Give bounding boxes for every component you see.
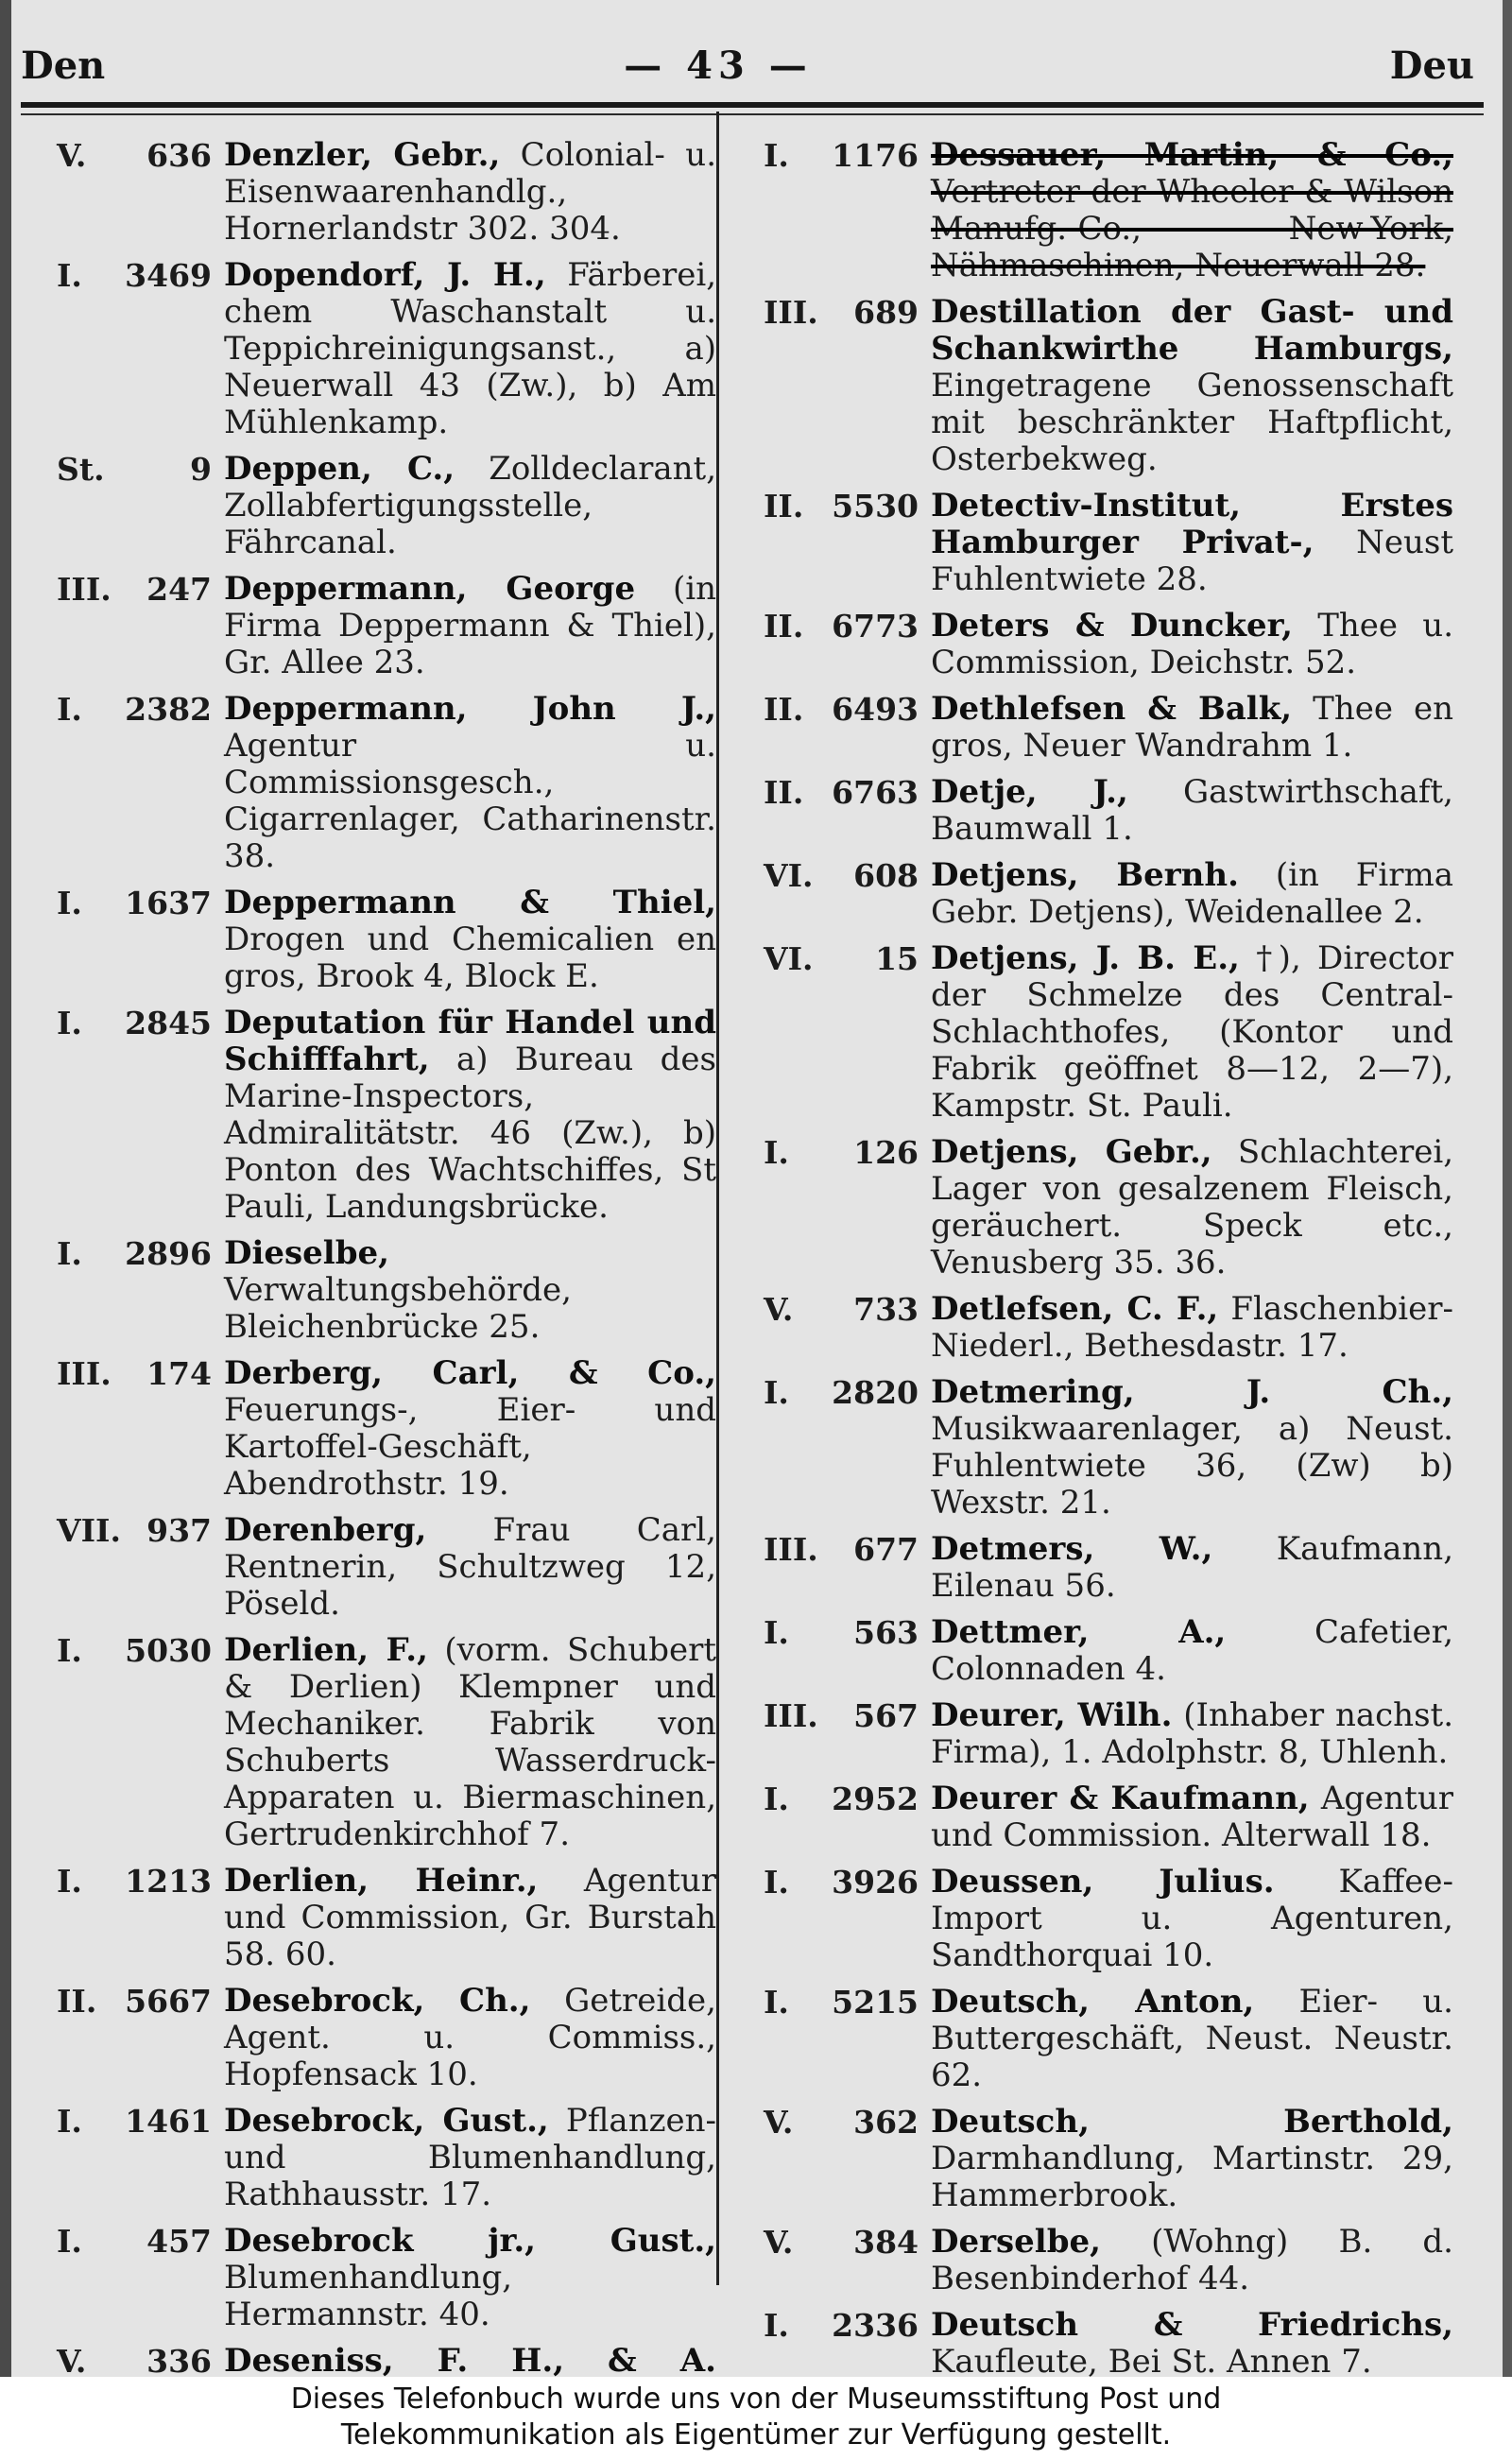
directory-entry — [735, 488, 1453, 598]
subscriber-details: (vorm. Schubert & Derlien) Klempner und Mechaniker. Fabrik von Schuberts Wasserdruck-Apparaten u. Biermaschinen, Gertrudenkirchhof 7. — [224, 1631, 716, 1853]
directory-entry — [735, 2307, 1453, 2377]
entry-text — [931, 2104, 1453, 2214]
subscriber-details: Blumenhandlung, Hermannstr. 40. — [224, 2259, 513, 2333]
directory-entry — [28, 1983, 716, 2093]
directory-entry — [28, 1512, 716, 1623]
subscriber-details: Verwaltungsbehörde, Bleichenbrücke 25. — [224, 1271, 572, 1346]
subscriber-details: Drogen und Chemicalien en gros, Brook 4, Block E. — [224, 920, 716, 995]
subscriber-details: Flaschenbier-Niederl., Bethesdastr. 17. — [931, 1290, 1453, 1365]
directory-entry — [28, 2343, 716, 2377]
line-number: 336 — [146, 2343, 212, 2377]
subscriber-details: Färberei, chem Waschanstalt u. Teppichreinigungsanst., a) Neuerwall 43 (Zw.), b) Am Mühlenkamp. — [224, 256, 716, 441]
exchange-zone: II. — [764, 774, 804, 811]
line-number: 5215 — [832, 1984, 919, 2021]
directory-entry — [735, 2224, 1453, 2297]
scan-edge-right — [1503, 0, 1512, 2377]
exchange-zone: V. — [764, 2104, 794, 2141]
header-rule-thin — [21, 113, 1484, 115]
line-number: 563 — [853, 1614, 919, 1651]
subscriber-name: Detje, J., — [931, 773, 1128, 811]
subscriber-name: Detjens, Gebr., — [931, 1133, 1212, 1171]
line-number: 5530 — [832, 488, 919, 525]
line-number: 3926 — [832, 1864, 919, 1901]
directory-entry — [735, 1864, 1453, 1974]
line-number: 9 — [190, 451, 212, 488]
subscriber-details: (Wohng) B. d. Besenbinderhof 44. — [931, 2223, 1453, 2297]
subscriber-details: Frau Carl, Rentnerin, Schultzweg 12, Pöseld. — [224, 1511, 716, 1623]
line-number: 636 — [146, 137, 212, 174]
directory-entry — [28, 257, 716, 441]
subscriber-name: Desebrock, Gust., — [224, 2102, 549, 2140]
subscriber-name: Destillation der Gast- und Schankwirthe Hamburgs, — [931, 293, 1453, 368]
line-number: 6763 — [832, 774, 919, 811]
exchange-zone: I. — [764, 1984, 789, 2021]
exchange-zone: VII. — [57, 1512, 121, 1549]
directory-entry — [735, 1531, 1453, 1605]
exchange-zone: VI. — [764, 940, 814, 977]
line-number: 567 — [853, 1697, 919, 1734]
line-number: 2952 — [832, 1780, 919, 1817]
subscriber-name: Deppermann, John J., — [224, 690, 716, 728]
exchange-zone: I. — [57, 691, 82, 728]
exchange-zone: III. — [764, 1531, 818, 1568]
exchange-zone: I. — [57, 257, 82, 294]
line-number: 362 — [853, 2104, 919, 2141]
exchange-zone: V. — [764, 2224, 794, 2261]
directory-entry — [735, 691, 1453, 765]
exchange-zone: III. — [764, 1697, 818, 1734]
entry-text — [931, 488, 1453, 598]
directory-entry — [28, 2223, 716, 2333]
entry-text — [224, 257, 716, 441]
directory-entry — [28, 1632, 716, 1853]
line-number: 384 — [853, 2224, 919, 2261]
line-number: 15 — [875, 940, 919, 977]
subscriber-details: Agentur und Commission. Alterwall 18. — [931, 1780, 1453, 1854]
entry-text — [224, 451, 716, 561]
directory-entry — [28, 885, 716, 995]
subscriber-details: (Inhaber nachst. Firma), 1. Adolphstr. 8, Uhlenh. — [931, 1696, 1453, 1771]
exchange-zone: II. — [764, 488, 804, 525]
entry-text — [931, 2307, 1453, 2377]
subscriber-name: Detlefsen, C. F., — [931, 1290, 1219, 1328]
subscriber-details: Kaufleute, Bei St. Annen 7. — [931, 2343, 1372, 2377]
subscriber-name: Desebrock, Ch., — [224, 1982, 531, 2020]
subscriber-name: Deutsch & Friedrichs, — [931, 2306, 1453, 2344]
subscriber-details: (in Firma Deppermann & Thiel), Gr. Allee 23. — [224, 570, 716, 681]
subscriber-details: Getreide, Agent. u. Commiss., Hopfensack 10. — [224, 1982, 716, 2093]
entry-text — [931, 1374, 1453, 1522]
directory-entry — [28, 1235, 716, 1346]
directory-entry — [28, 691, 716, 875]
left-column — [28, 137, 716, 2377]
exchange-zone: III. — [764, 294, 818, 331]
entry-text — [224, 885, 716, 995]
subscriber-name: Dethlefsen & Balk, — [931, 690, 1293, 728]
exchange-zone: I. — [57, 2103, 82, 2140]
subscriber-details: (in Firma Gebr. Detjens), Weidenallee 2. — [931, 856, 1453, 931]
directory-entry-struck-through — [735, 137, 1453, 284]
directory-entry — [735, 774, 1453, 848]
attribution-line-1: Dieses Telefonbuch wurde uns von der Museumsstiftung Post und — [290, 2383, 1222, 2416]
subscriber-details: a) Bureau des Marine-Inspectors, Admiralitätstr. 46 (Zw.), b) Ponton des Wachtschiffes, St Pauli, Landungsbrücke. — [224, 1041, 716, 1226]
exchange-zone: I. — [764, 137, 789, 174]
subscriber-details: Darmhandlung, Martinstr. 29, Hammerbrook. — [931, 2140, 1453, 2214]
exchange-zone: I. — [764, 1374, 789, 1411]
subscriber-name: Dieselbe, — [224, 1234, 389, 1272]
header-rule-thick — [21, 102, 1484, 108]
exchange-zone: I. — [764, 1614, 789, 1651]
entry-text — [224, 1632, 716, 1853]
subscriber-name: Deppen, C., — [224, 450, 455, 488]
line-number: 457 — [146, 2223, 212, 2260]
subscriber-name: Denzler, Gebr., — [224, 136, 501, 174]
directory-entry — [735, 857, 1453, 931]
subscriber-name: Deppermann, George — [224, 570, 636, 608]
entry-text — [931, 137, 1453, 284]
subscriber-details: Thee u. Commission, Deichstr. 52. — [931, 607, 1453, 681]
entry-text — [931, 1780, 1453, 1854]
directory-entry — [28, 137, 716, 248]
directory-entry — [735, 1780, 1453, 1854]
entry-text — [931, 294, 1453, 478]
line-number: 2896 — [125, 1235, 212, 1272]
exchange-zone: III. — [57, 571, 112, 608]
exchange-zone: I. — [57, 1005, 82, 1041]
line-number: 5667 — [125, 1983, 212, 2020]
directory-entry — [735, 608, 1453, 681]
subscriber-name: Derberg, Carl, & Co., — [224, 1354, 716, 1392]
line-number: 247 — [146, 571, 212, 608]
directory-entry — [735, 1134, 1453, 1282]
line-number: 677 — [853, 1531, 919, 1568]
entry-text — [931, 1864, 1453, 1974]
exchange-zone: I. — [764, 1134, 789, 1171]
directory-entry — [735, 1984, 1453, 2094]
entry-text — [931, 1984, 1453, 2094]
subscriber-details: Cafetier, Colonnaden 4. — [931, 1613, 1453, 1688]
running-head-left: Den — [21, 43, 106, 88]
directory-entry — [28, 1355, 716, 1503]
running-head-right: Deu — [1389, 43, 1474, 88]
subscriber-details: Kaufmann, Eilenau 56. — [931, 1530, 1454, 1605]
subscriber-name: Derlien, F., — [224, 1631, 428, 1669]
subscriber-details: Eingetragene Genossenschaft mit beschränkter Haftpflicht, Osterbekweg. — [931, 367, 1453, 478]
line-number: 937 — [146, 1512, 212, 1549]
line-number: 2382 — [125, 691, 212, 728]
scan-edge-left — [0, 0, 11, 2377]
subscriber-name: Detmers, W., — [931, 1530, 1213, 1568]
subscriber-name: Deussen, Julius. — [931, 1863, 1275, 1901]
subscriber-name: Deutsch, Berthold, — [931, 2103, 1453, 2141]
subscriber-name: Detjens, J. B. E., — [931, 939, 1240, 977]
line-number: 1461 — [125, 2103, 212, 2140]
entry-text — [224, 1355, 716, 1503]
exchange-zone: I. — [764, 1864, 789, 1901]
entry-text — [931, 1697, 1453, 1771]
exchange-zone: V. — [57, 137, 87, 174]
subscriber-name: Dopendorf, J. H., — [224, 256, 546, 294]
subscriber-name: Deseniss, F. H., & A. — [224, 2342, 716, 2377]
subscriber-name: Derlien, Heinr., — [224, 1862, 539, 1900]
directory-entry — [735, 294, 1453, 478]
line-number: 5030 — [125, 1632, 212, 1669]
exchange-zone: I. — [57, 1632, 82, 1669]
subscriber-details: Eier- u. Buttergeschäft, Neust. Neustr. 62. — [931, 1983, 1453, 2094]
subscriber-details: Musikwaarenlager, a) Neust. Fuhlentwiete 36, (Zw) b) Wexstr. 21. — [931, 1410, 1453, 1522]
entry-text — [931, 940, 1453, 1125]
subscriber-details: †), Director der Schmelze des Central-Schlachthofes, (Kontor und Fabrik geöffnet 8—12, 2—7), Kampstr. St. Pauli. — [931, 939, 1453, 1125]
subscriber-details: Feuerungs-, Eier- und Kartoffel-Geschäft, Abendrothstr. 19. — [224, 1391, 716, 1503]
entry-text — [224, 2103, 716, 2213]
subscriber-name: Derselbe, — [931, 2223, 1101, 2261]
exchange-zone: II. — [57, 1983, 97, 2020]
exchange-zone: I. — [764, 2307, 789, 2344]
entry-text — [931, 2224, 1453, 2297]
entry-text — [224, 1235, 716, 1346]
entry-text — [224, 2223, 716, 2333]
entry-text — [224, 1005, 716, 1226]
exchange-zone: VI. — [764, 857, 814, 894]
directory-entry — [735, 940, 1453, 1125]
entry-text — [931, 1291, 1453, 1365]
entry-text — [224, 1512, 716, 1623]
entry-text — [931, 857, 1453, 931]
subscriber-details: Neust Fuhlentwiete 28. — [931, 524, 1453, 598]
entry-text — [931, 1531, 1453, 1605]
entry-text — [931, 1134, 1453, 1282]
subscriber-name: Deputation für Handel und Schifffahrt, — [224, 1004, 716, 1078]
directory-entry — [28, 1863, 716, 1973]
exchange-zone: I. — [57, 1863, 82, 1900]
entry-text — [931, 691, 1453, 765]
page-number: — 43 — — [624, 43, 813, 88]
subscriber-name: Deutsch, Anton, — [931, 1983, 1255, 2021]
directory-entry — [735, 1614, 1453, 1688]
subscriber-name: Deurer & Kaufmann, — [931, 1780, 1310, 1817]
exchange-zone: II. — [764, 691, 804, 728]
subscriber-details: Kaffee-Import u. Agenturen, Sandthorquai 10. — [931, 1863, 1453, 1974]
attribution-line-2: Telekommunikation als Eigentümer zur Verfügung gestellt. — [340, 2418, 1172, 2451]
entry-text — [224, 2343, 716, 2377]
subscriber-details: Agentur u. Commissionsgesch., Cigarrenlager, Catharinenstr. 38. — [224, 727, 716, 875]
subscriber-details: Schlachterei, Lager von gesalzenem Fleisch, geräuchert. Speck etc., Venusberg 35. 36. — [931, 1133, 1454, 1282]
directory-entry — [28, 571, 716, 681]
line-number: 174 — [146, 1355, 212, 1392]
subscriber-name: Detmering, J. Ch., — [931, 1373, 1453, 1411]
line-number: 1637 — [125, 885, 212, 921]
subscriber-name: Desebrock jr., Gust., — [224, 2222, 716, 2260]
subscriber-details: Thee en gros, Neuer Wandrahm 1. — [931, 690, 1454, 765]
entry-text — [931, 774, 1453, 848]
line-number: 6773 — [832, 608, 919, 645]
subscriber-name: Dettmer, A., — [931, 1613, 1227, 1651]
exchange-zone: III. — [57, 1355, 112, 1392]
exchange-zone: I. — [57, 1235, 82, 1272]
line-number: 2820 — [832, 1374, 919, 1411]
exchange-zone: St. — [57, 451, 105, 488]
line-number: 2336 — [832, 2307, 919, 2344]
line-number: 608 — [853, 857, 919, 894]
line-number: 126 — [853, 1134, 919, 1171]
right-column — [735, 137, 1453, 2377]
directory-entry — [28, 451, 716, 561]
exchange-zone: V. — [57, 2343, 87, 2377]
exchange-zone: I. — [764, 1780, 789, 1817]
exchange-zone: II. — [764, 608, 804, 645]
directory-entry — [28, 2103, 716, 2213]
entry-text — [224, 1983, 716, 2093]
attribution-footer — [0, 2377, 1512, 2460]
entry-text — [931, 1614, 1453, 1688]
subscriber-details: Pflanzen- und Blumenhandlung, Rathhausstr. 17. — [224, 2102, 717, 2213]
line-number: 2845 — [125, 1005, 212, 1041]
column-divider — [716, 112, 719, 2285]
entry-text — [224, 571, 716, 681]
subscriber-details: Zolldeclarant, Zollabfertigungsstelle, Fährcanal. — [224, 450, 716, 561]
line-number: 1213 — [125, 1863, 212, 1900]
exchange-zone: I. — [57, 885, 82, 921]
entry-text — [224, 137, 716, 248]
subscriber-name: Detjens, Bernh. — [931, 856, 1239, 894]
subscriber-name: Detectiv-Institut, Erstes Hamburger Privat-, — [931, 487, 1453, 561]
line-number: 1176 — [832, 137, 919, 174]
subscriber-details: Colonial- u. Eisenwaarenhandlg., Hornerlandstr 302. 304. — [224, 136, 716, 248]
exchange-zone: I. — [57, 2223, 82, 2260]
subscriber-name: Dessauer, Martin, & Co., — [931, 136, 1453, 174]
subscriber-name: Deurer, Wilh. — [931, 1696, 1173, 1734]
subscriber-name: Deters & Duncker, — [931, 607, 1293, 645]
line-number: 689 — [853, 294, 919, 331]
exchange-zone: V. — [764, 1291, 794, 1328]
directory-entry — [28, 1005, 716, 1226]
entry-text — [224, 691, 716, 875]
line-number: 3469 — [125, 257, 212, 294]
directory-entry — [735, 1374, 1453, 1522]
directory-entry — [735, 1291, 1453, 1365]
entry-text — [931, 608, 1453, 681]
subscriber-details: Agentur und Commission, Gr. Burstah 58. 60. — [224, 1862, 716, 1973]
subscriber-details: Vertreter der Wheeler & Wilson Manufg.-Co., New-York, Nähmaschinen, Neuerwall 28. — [931, 173, 1453, 284]
subscriber-details: Gastwirthschaft, Baumwall 1. — [931, 773, 1453, 848]
line-number: 6493 — [832, 691, 919, 728]
entry-text — [224, 1863, 716, 1973]
subscriber-name: Derenberg, — [224, 1511, 427, 1549]
subscriber-name: Deppermann & Thiel, — [224, 884, 716, 921]
line-number: 733 — [853, 1291, 919, 1328]
directory-entry — [735, 1697, 1453, 1771]
directory-entry — [735, 2104, 1453, 2214]
